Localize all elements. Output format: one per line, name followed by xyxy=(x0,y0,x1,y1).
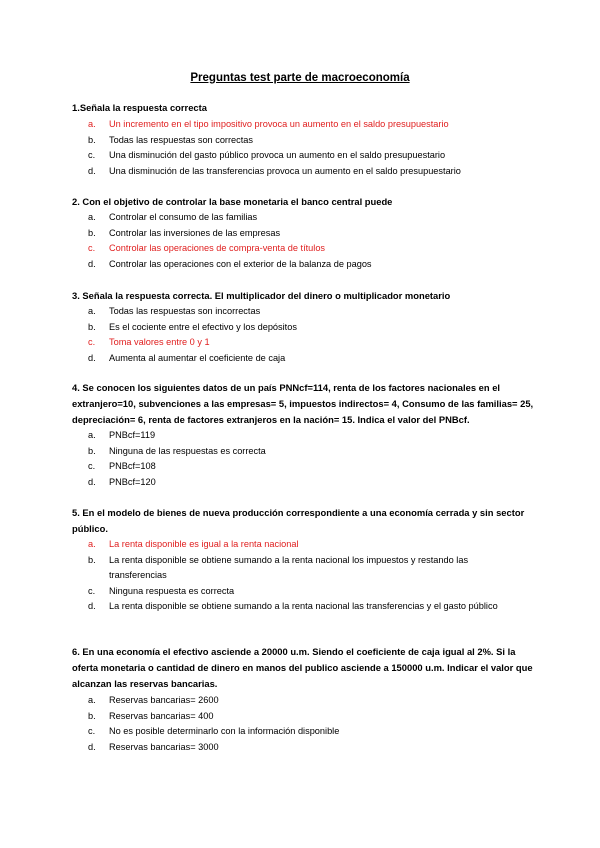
question-4-options xyxy=(88,428,528,490)
option-text: Todas las respuestas son correctas xyxy=(109,134,254,145)
question-6: 6. En una economía el efectivo asciende a 20000 u.m. Siendo el coeficiente de caja igual al 2%. Si la oferta monetaria o cantidad de dinero en manos del publico asciende a 150000 u.m. Indicar el valor que alcanzan las reservas bancarias. xyxy=(72,646,533,689)
option-text: Toma valores entre 0 y 1 xyxy=(109,337,210,348)
option-label: a. xyxy=(88,430,96,440)
option xyxy=(88,148,528,164)
option xyxy=(88,226,528,242)
question-1: 1.Señala la respuesta correcta xyxy=(72,102,207,113)
option xyxy=(88,459,528,475)
question-3: 3. Señala la respuesta correcta. El multiplicador del dinero o multiplicador monetario xyxy=(72,290,451,301)
option-text: Controlar las operaciones de compra-venta de títulos xyxy=(109,243,326,254)
option-label: a. xyxy=(88,119,96,129)
option-text: Aumenta al aumentar el coeficiente de caja xyxy=(109,352,286,363)
option-text: La renta disponible se obtiene sumando a la renta nacional los impuestos y restando las transferencias xyxy=(109,554,469,581)
option-label: b. xyxy=(88,134,96,145)
option-text: PNBcf=120 xyxy=(109,476,156,487)
option-label: d. xyxy=(88,476,96,487)
option-label: a. xyxy=(88,539,96,549)
option-label: c. xyxy=(88,337,96,348)
option-text: Ninguna de las respuestas es correcta xyxy=(109,445,266,456)
option xyxy=(88,584,528,600)
option-text: Es el cociente entre el efectivo y los depósitos xyxy=(109,321,297,332)
option xyxy=(88,553,528,584)
option-text: Reservas bancarias= 3000 xyxy=(109,741,219,752)
option xyxy=(88,599,528,615)
question-5: 5. En el modelo de bienes de nueva producción correspondiente a una economía cerrada y sin sector público. xyxy=(72,507,525,534)
option-text: Controlar el consumo de las familias xyxy=(109,212,258,222)
option-label: c. xyxy=(88,461,96,472)
question-1-options xyxy=(88,117,528,179)
option-label: a. xyxy=(88,306,96,316)
option-text: Un incremento en el tipo impositivo provoca un aumento en el saldo presupuestario xyxy=(109,119,449,129)
option xyxy=(88,117,528,133)
option xyxy=(88,475,528,491)
option xyxy=(88,304,528,320)
option-text: Ninguna respuesta es correcta xyxy=(109,585,235,596)
option xyxy=(88,444,528,460)
option xyxy=(88,133,528,149)
option-label: a. xyxy=(88,212,96,222)
option-text: Una disminución de las transferencias provoca un aumento en el saldo presupuestario xyxy=(109,165,461,176)
option xyxy=(88,740,528,756)
option xyxy=(88,210,528,226)
option-label: b. xyxy=(88,445,96,456)
option-text: Reservas bancarias= 400 xyxy=(109,710,214,721)
option-text: La renta disponible es igual a la renta nacional xyxy=(109,539,299,549)
option xyxy=(88,351,528,367)
option-label: d. xyxy=(88,258,96,269)
option xyxy=(88,693,528,709)
option xyxy=(88,724,528,740)
option-label: b. xyxy=(88,554,96,565)
option-text: La renta disponible se obtiene sumando a la renta nacional las transferencias y el gasto público xyxy=(109,601,498,612)
option-text: PNBcf=108 xyxy=(109,461,156,472)
option-label: d. xyxy=(88,741,96,752)
page-title: Preguntas test parte de macroeconomía xyxy=(190,72,410,84)
option xyxy=(88,320,528,336)
option xyxy=(88,428,528,444)
option-label: d. xyxy=(88,601,96,612)
option-label: a. xyxy=(88,695,96,705)
option-text: Reservas bancarias= 2600 xyxy=(109,695,219,705)
option-label: c. xyxy=(88,726,96,737)
option-text: Controlar las operaciones con el exterior de la balanza de pagos xyxy=(109,258,372,269)
question-2: 2. Con el objetivo de controlar la base monetaria el banco central puede xyxy=(72,196,393,207)
option xyxy=(88,709,528,725)
option xyxy=(88,335,528,351)
option-label: c. xyxy=(88,243,96,254)
option-label: b. xyxy=(88,227,96,238)
option xyxy=(88,241,528,257)
option xyxy=(88,537,528,553)
question-3-options xyxy=(88,304,528,366)
option-text: Todas las respuestas son incorrectas xyxy=(109,306,261,316)
question-2-options xyxy=(88,210,528,272)
option xyxy=(88,257,528,273)
option xyxy=(88,164,528,180)
option-label: b. xyxy=(88,710,96,721)
question-6-options xyxy=(88,693,528,755)
option-label: d. xyxy=(88,352,96,363)
option-text: Controlar las inversiones de las empresas xyxy=(109,227,281,238)
option-label: d. xyxy=(88,165,96,176)
option-label: c. xyxy=(88,585,96,596)
question-5-options xyxy=(88,537,528,615)
option-label: c. xyxy=(88,150,96,161)
question-4: 4. Se conocen los siguientes datos de un país PNNcf=114, renta de los factores nacionales en el extranjero=10, subvenciones a las empresas= 5, impuestos indirectos= 4, Consumo de las familias= 25, depreciación= 6, renta de factores extranjeros en la nación= 15. Indica el valor del PNBcf. xyxy=(72,382,534,425)
option-text: PNBcf=119 xyxy=(109,430,156,440)
option-text: Una disminución del gasto público provoca un aumento en el saldo presupuestario xyxy=(109,150,446,161)
option-label: b. xyxy=(88,321,96,332)
option-text: No es posible determinarlo con la información disponible xyxy=(109,726,340,737)
